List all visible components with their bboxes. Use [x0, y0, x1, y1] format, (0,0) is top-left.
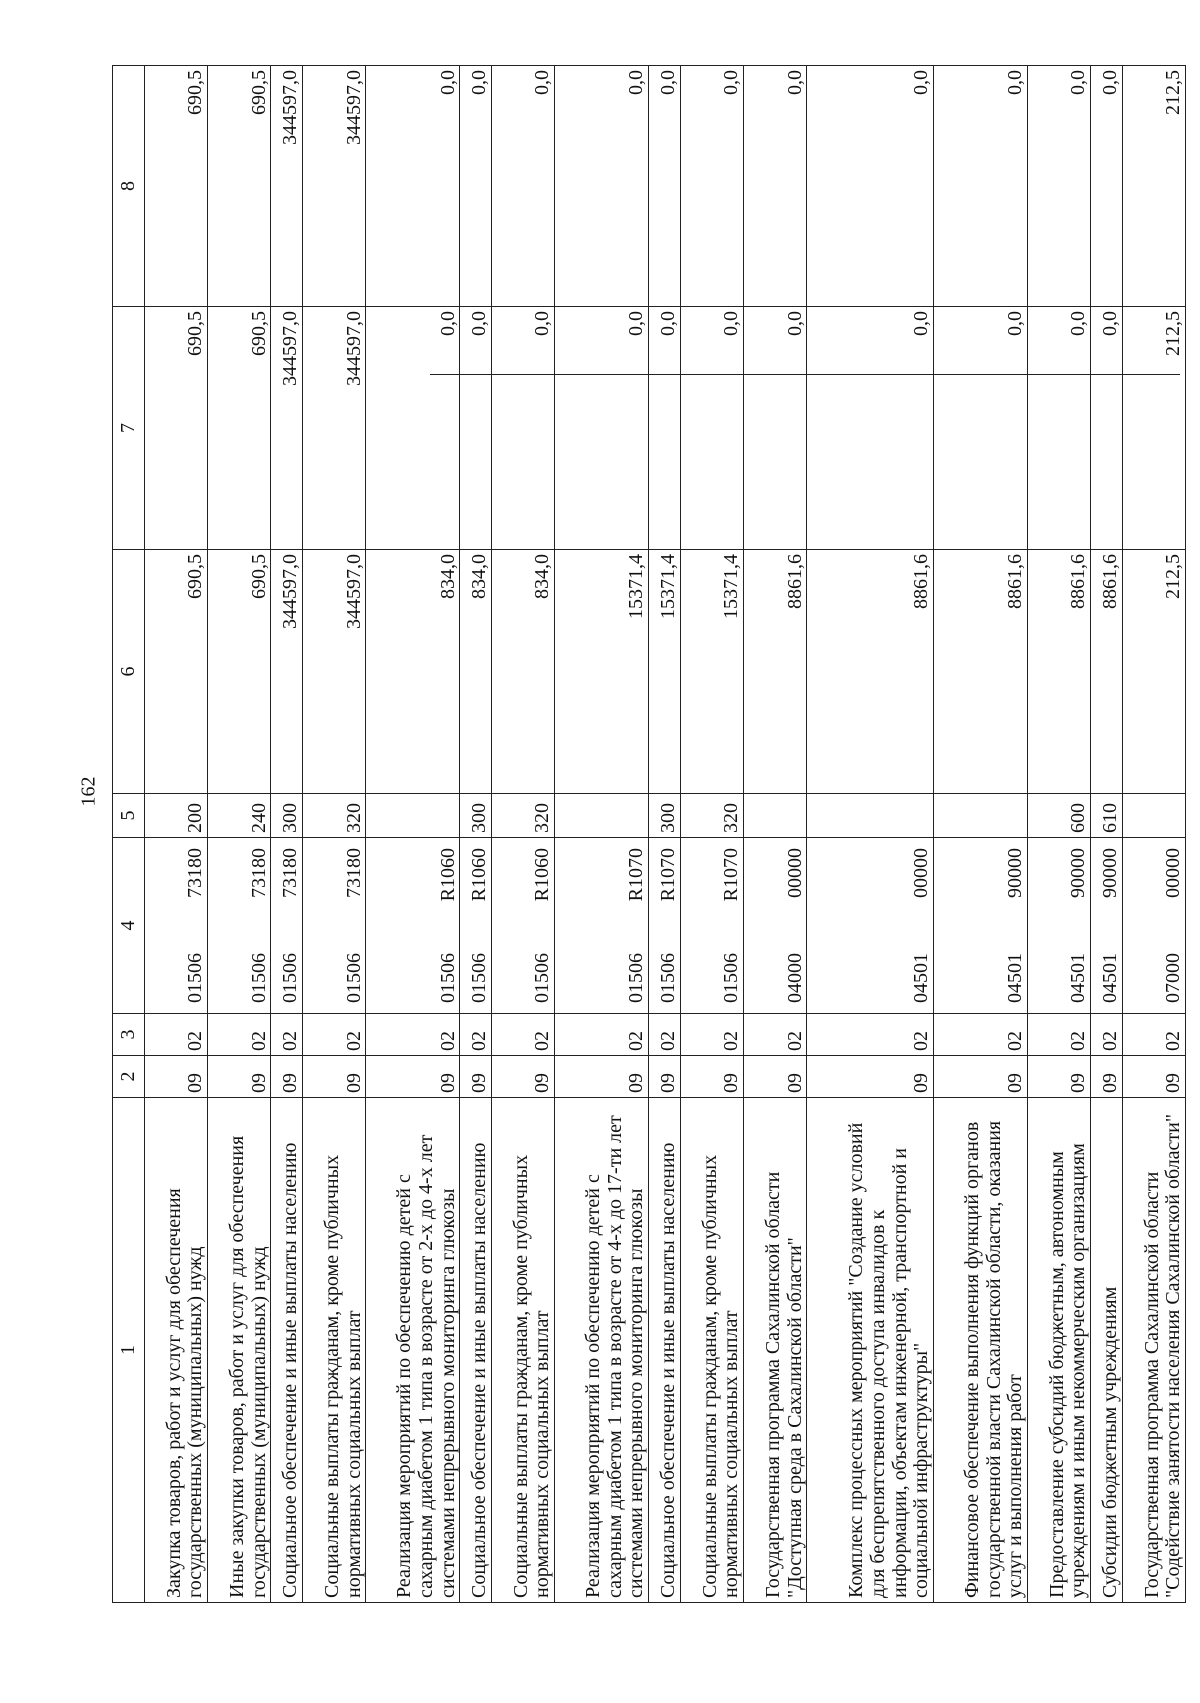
expense-type-code: 300 — [648, 794, 680, 838]
direction-code: 90000 — [1004, 848, 1027, 898]
table-row — [366, 66, 460, 1603]
expense-type-code — [366, 794, 460, 838]
table-row — [648, 66, 680, 1603]
amount-col-8: 0,0 — [555, 66, 649, 307]
column-header: 1 — [113, 1098, 145, 1603]
table-row — [680, 66, 743, 1603]
program-code: 01506 — [184, 953, 207, 1003]
direction-code: 00000 — [1162, 848, 1185, 898]
section-code: 09 — [491, 1056, 554, 1098]
program-code: 01506 — [720, 953, 743, 1003]
amount-col-7: 0,0 — [491, 307, 554, 550]
expense-type-code — [807, 794, 934, 838]
row-description: Реализация мероприятий по обеспечению детей с сахарным диабетом 1 типа в возрасте от 2-х до 4-х лет системами непрерывного мониторинга глюкозы — [366, 1098, 460, 1603]
amount-col-7: 0,0 — [1027, 307, 1090, 550]
table-row — [743, 66, 806, 1603]
expense-type-code: 600 — [1027, 794, 1090, 838]
subsection-code: 02 — [366, 1014, 460, 1056]
direction-code: 73180 — [279, 848, 302, 898]
target-article-pair — [1163, 842, 1185, 1009]
expense-type-code: 300 — [271, 794, 303, 838]
amount-col-7: 212,5 — [1122, 307, 1185, 550]
direction-code: 00000 — [783, 848, 806, 898]
expense-type-code: 240 — [207, 794, 270, 838]
section-code: 09 — [933, 1056, 1027, 1098]
amount-col-8: 0,0 — [743, 66, 806, 307]
amount-col-7: 0,0 — [807, 307, 934, 550]
amount-col-8: 0,0 — [1091, 66, 1123, 307]
row-description: Социальные выплаты гражданам, кроме публичных нормативных социальных выплат — [302, 1098, 365, 1603]
table-header-row — [113, 66, 145, 1603]
target-article-code — [743, 838, 806, 1014]
target-article-code — [648, 838, 680, 1014]
subsection-code: 02 — [743, 1014, 806, 1056]
row-description: Финансовое обеспечение выполнения функций органов государственной власти Сахалинской области, оказания услуг и выполнения работ — [933, 1098, 1027, 1603]
amount-col-6: 834,0 — [366, 550, 460, 794]
target-article-pair — [785, 842, 807, 1009]
subsection-code: 02 — [1122, 1014, 1185, 1056]
expense-type-code: 320 — [491, 794, 554, 838]
amount-col-8: 344597,0 — [302, 66, 365, 307]
target-article-code — [680, 838, 743, 1014]
amount-col-7: 0,0 — [460, 307, 492, 550]
program-code: 01506 — [247, 953, 270, 1003]
target-article-code — [555, 838, 649, 1014]
target-article-code — [933, 838, 1027, 1014]
table-row — [271, 66, 303, 1603]
column-header: 3 — [113, 1014, 145, 1056]
target-article-code — [460, 838, 492, 1014]
target-article-pair — [532, 842, 554, 1009]
program-code: 04000 — [783, 953, 806, 1003]
section-code: 09 — [302, 1056, 365, 1098]
program-code: 01506 — [436, 953, 459, 1003]
direction-code: R1060 — [468, 848, 491, 902]
target-article-pair — [438, 842, 460, 1009]
amount-col-8: 0,0 — [807, 66, 934, 307]
amount-col-8: 690,5 — [144, 66, 207, 307]
amount-col-8: 0,0 — [680, 66, 743, 307]
target-article-code — [302, 838, 365, 1014]
target-article-pair — [1100, 842, 1122, 1009]
program-code: 01506 — [531, 953, 554, 1003]
amount-col-8: 0,0 — [648, 66, 680, 307]
row-description: Социальное обеспечение и иные выплаты населению — [460, 1098, 492, 1603]
column-header: 8 — [113, 66, 145, 307]
subsection-code: 02 — [271, 1014, 303, 1056]
section-code: 09 — [1027, 1056, 1090, 1098]
table-row — [302, 66, 365, 1603]
amount-col-6: 15371,4 — [648, 550, 680, 794]
target-article-pair — [249, 842, 271, 1009]
amount-col-8: 212,5 — [1122, 66, 1185, 307]
amount-col-6: 15371,4 — [555, 550, 649, 794]
expense-type-code: 300 — [460, 794, 492, 838]
expense-type-code — [1122, 794, 1185, 838]
expense-type-code: 200 — [144, 794, 207, 838]
section-code: 09 — [555, 1056, 649, 1098]
amount-col-7: 690,5 — [207, 307, 270, 550]
direction-code: 73180 — [247, 848, 270, 898]
target-article-pair — [469, 842, 491, 1009]
target-article-pair — [721, 842, 743, 1009]
table-row — [144, 66, 207, 1603]
row-description: Социальное обеспечение и иные выплаты населению — [271, 1098, 303, 1603]
amount-col-8: 0,0 — [460, 66, 492, 307]
section-code: 09 — [207, 1056, 270, 1098]
program-code: 04501 — [1004, 953, 1027, 1003]
target-article-code — [271, 838, 303, 1014]
subsection-code: 02 — [1027, 1014, 1090, 1056]
amount-col-6: 8861,6 — [1091, 550, 1123, 794]
column-header: 7 — [113, 307, 145, 550]
target-article-code — [366, 838, 460, 1014]
program-code: 01506 — [657, 953, 679, 1003]
direction-code: R1070 — [625, 848, 648, 902]
rotated-page-content — [112, 66, 1186, 1603]
direction-code: 90000 — [1067, 848, 1090, 898]
page-number: 162 — [77, 776, 100, 807]
table-row — [807, 66, 934, 1603]
program-code: 01506 — [625, 953, 648, 1003]
section-code: 09 — [1091, 1056, 1123, 1098]
target-article-code — [144, 838, 207, 1014]
row-description: Социальные выплаты гражданам, кроме публичных нормативных социальных выплат — [491, 1098, 554, 1603]
amount-col-6: 344597,0 — [271, 550, 303, 794]
amount-col-8: 0,0 — [366, 66, 460, 307]
program-code: 07000 — [1162, 953, 1185, 1003]
column-header: 5 — [113, 794, 145, 838]
subsection-code: 02 — [1091, 1014, 1123, 1056]
amount-col-6: 8861,6 — [743, 550, 806, 794]
subsection-code: 02 — [555, 1014, 649, 1056]
program-code: 04501 — [1099, 953, 1122, 1003]
program-code: 01506 — [279, 953, 302, 1003]
expense-type-code: 320 — [680, 794, 743, 838]
amount-col-6: 834,0 — [491, 550, 554, 794]
expense-type-code — [933, 794, 1027, 838]
amount-col-7: 690,5 — [144, 307, 207, 550]
subsection-code: 02 — [144, 1014, 207, 1056]
section-code: 09 — [743, 1056, 806, 1098]
column-header: 4 — [113, 838, 145, 1014]
row-description: Социальное обеспечение и иные выплаты населению — [648, 1098, 680, 1603]
direction-code: 90000 — [1099, 848, 1122, 898]
amount-col-6: 834,0 — [460, 550, 492, 794]
target-article-pair — [344, 842, 366, 1009]
row-description: Государственная программа Сахалинской области "Доступная среда в Сахалинской области" — [743, 1098, 806, 1603]
column-header: 2 — [113, 1056, 145, 1098]
amount-col-8: 690,5 — [207, 66, 270, 307]
target-article-pair — [185, 842, 207, 1009]
section-code: 09 — [144, 1056, 207, 1098]
target-article-code — [1122, 838, 1185, 1014]
direction-code: R1060 — [531, 848, 554, 902]
row-description: Социальные выплаты гражданам, кроме публичных нормативных социальных выплат — [680, 1098, 743, 1603]
amount-col-7: 0,0 — [1091, 307, 1123, 550]
target-article-code — [1027, 838, 1090, 1014]
direction-code: 73180 — [342, 848, 365, 898]
table-row — [491, 66, 554, 1603]
target-article-pair — [1068, 842, 1090, 1009]
amount-col-8: 344597,0 — [271, 66, 303, 307]
direction-code: 73180 — [184, 848, 207, 898]
expense-type-code — [555, 794, 649, 838]
amount-col-6: 690,5 — [207, 550, 270, 794]
amount-col-8: 0,0 — [491, 66, 554, 307]
section-code: 09 — [271, 1056, 303, 1098]
target-article-pair — [626, 842, 648, 1009]
amount-col-7: 0,0 — [555, 307, 649, 550]
row-description: Субсидии бюджетным учреждениям — [1091, 1098, 1123, 1603]
section-code: 09 — [807, 1056, 934, 1098]
amount-col-8: 0,0 — [933, 66, 1027, 307]
row-description: Реализация мероприятий по обеспечению детей с сахарным диабетом 1 типа в возрасте от 4-х до 17-ти лет системами непрерывного мониторинга глюкозы — [555, 1098, 649, 1603]
table-row — [460, 66, 492, 1603]
target-article-code — [491, 838, 554, 1014]
subsection-code: 02 — [807, 1014, 934, 1056]
subsection-code: 02 — [302, 1014, 365, 1056]
expense-type-code: 610 — [1091, 794, 1123, 838]
target-article-code — [807, 838, 934, 1014]
expense-type-code — [743, 794, 806, 838]
section-code: 09 — [680, 1056, 743, 1098]
subsection-code: 02 — [680, 1014, 743, 1056]
subsection-code: 02 — [207, 1014, 270, 1056]
target-article-code — [1091, 838, 1123, 1014]
target-article-code — [207, 838, 270, 1014]
amount-col-6: 690,5 — [144, 550, 207, 794]
table-row — [207, 66, 270, 1603]
amount-col-7: 0,0 — [680, 307, 743, 550]
amount-col-7: 344597,0 — [271, 307, 303, 550]
amount-col-6: 344597,0 — [302, 550, 365, 794]
target-article-pair — [280, 842, 302, 1009]
amount-col-7: 0,0 — [648, 307, 680, 550]
table-row — [555, 66, 649, 1603]
amount-col-6: 212,5 — [1122, 550, 1185, 794]
amount-col-6: 8861,6 — [807, 550, 934, 794]
amount-col-7: 0,0 — [366, 307, 460, 550]
target-article-pair — [911, 842, 933, 1009]
table-row — [1027, 66, 1090, 1603]
amount-col-7: 0,0 — [933, 307, 1027, 550]
row-description: Государственная программа Сахалинской области "Содействие занятости населения Сахалинской области" — [1122, 1098, 1185, 1603]
amount-col-8: 0,0 — [1027, 66, 1090, 307]
subsection-code: 02 — [933, 1014, 1027, 1056]
section-code: 09 — [460, 1056, 492, 1098]
section-code: 09 — [648, 1056, 680, 1098]
target-article-pair — [1005, 842, 1027, 1009]
direction-code: 00000 — [910, 848, 933, 898]
table-row — [933, 66, 1027, 1603]
amount-col-7: 0,0 — [743, 307, 806, 550]
budget-table — [112, 65, 1186, 1603]
program-code: 01506 — [342, 953, 365, 1003]
subsection-code: 02 — [648, 1014, 680, 1056]
section-code: 09 — [1122, 1056, 1185, 1098]
subsection-code: 02 — [491, 1014, 554, 1056]
row-description: Иные закупки товаров, работ и услуг для обеспечения государственных (муниципальных) нужд — [207, 1098, 270, 1603]
target-article-pair — [658, 842, 680, 1009]
amount-col-6: 15371,4 — [680, 550, 743, 794]
row-description: Предоставление субсидий бюджетным, автономным учреждениям и иным некоммерческим организациям — [1027, 1098, 1090, 1603]
program-code: 04501 — [1067, 953, 1090, 1003]
table-row — [1122, 66, 1185, 1603]
direction-code: R1060 — [436, 848, 459, 902]
row-description: Комплекс процессных мероприятий "Создание условий для беспрепятственного доступа инвалидов к информации, объектам инженерной, транспортной и социальной инфраструктуры" — [807, 1098, 934, 1603]
direction-code: R1070 — [720, 848, 743, 902]
amount-col-6: 8861,6 — [933, 550, 1027, 794]
program-code: 04501 — [910, 953, 933, 1003]
column-header: 6 — [113, 550, 145, 794]
section-code: 09 — [366, 1056, 460, 1098]
table-row — [1091, 66, 1123, 1603]
row-description: Закупка товаров, работ и услуг для обеспечения государственных (муниципальных) нужд — [144, 1098, 207, 1603]
amount-col-6: 8861,6 — [1027, 550, 1090, 794]
program-code: 01506 — [468, 953, 491, 1003]
direction-code: R1070 — [657, 848, 679, 902]
expense-type-code: 320 — [302, 794, 365, 838]
amount-col-7: 344597,0 — [302, 307, 365, 550]
subsection-code: 02 — [460, 1014, 492, 1056]
